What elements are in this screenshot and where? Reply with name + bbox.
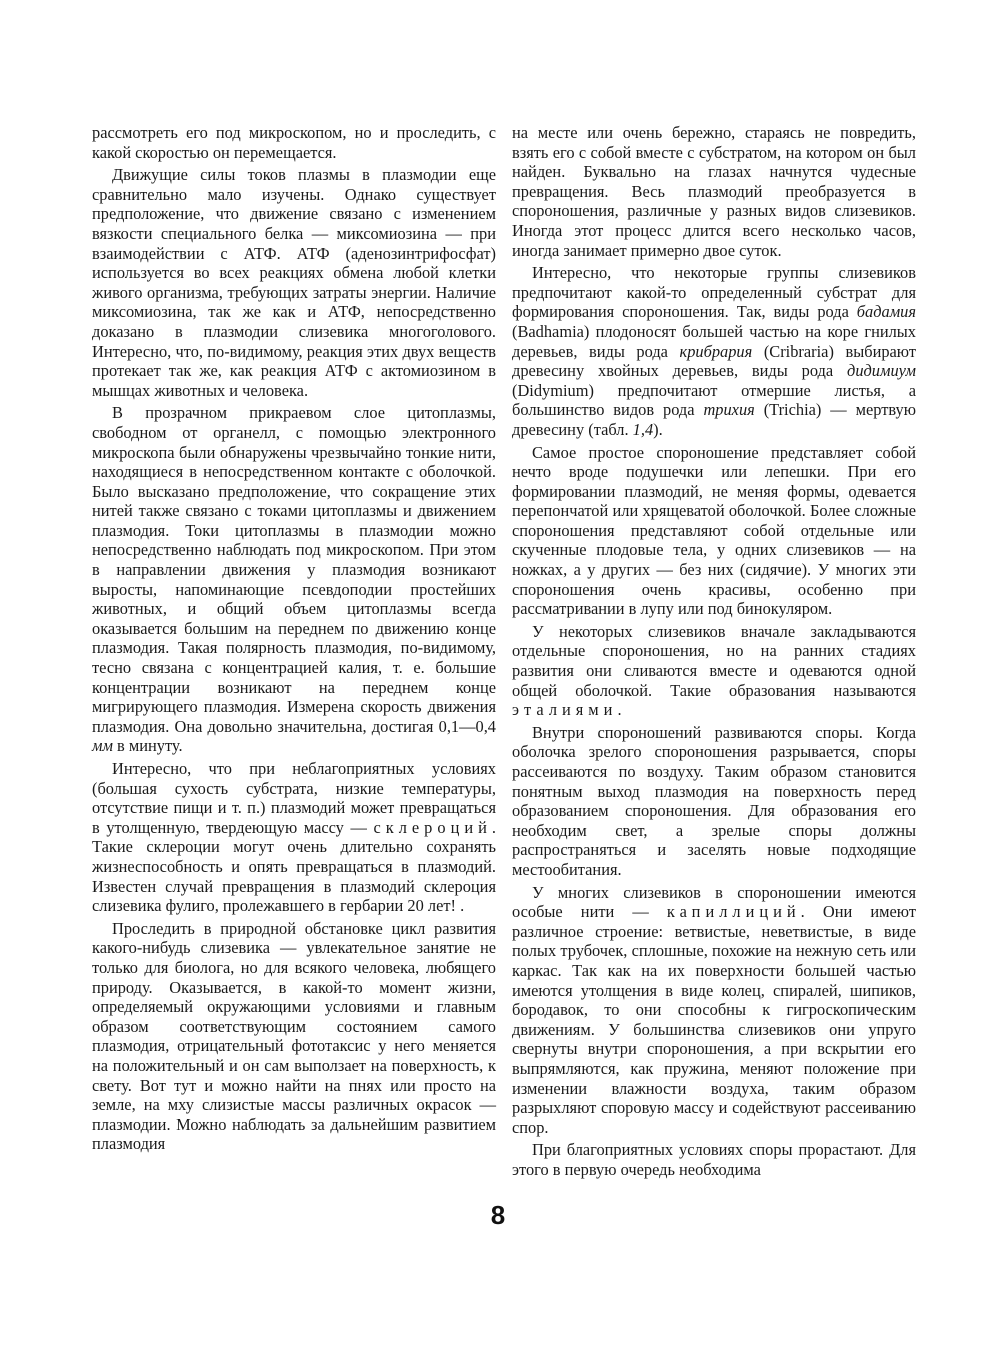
term-spaced: эталиями xyxy=(512,700,618,720)
table-reference-italic: 1,4 xyxy=(632,419,654,439)
text-run: При благоприятных условиях споры прорастают. Для этого в первую очередь необходима xyxy=(512,1140,916,1179)
text-run: ). xyxy=(653,419,663,439)
genus-name-italic: дидимиум xyxy=(847,361,916,381)
text-run: . xyxy=(617,700,622,720)
text-run: . Они имеют различное строение: ветвистые, неветвистые, в виде полых трубочек, сплошные, похожие на нежную сеть или каркас. Так как на их поверхности большей частью имеются утолщения в виде колец, спиралей, шипиков, бородавок, то они способны к гигроскопическим движениям. У большинства слизевиков они упруго свернуты внутри спороношения, а при вскрытии его выпрямляются, как пружина, меняют положение при изменении влажности воздуха, таким образом разрыхляют споровую массу и содействуют рассеиванию спор. xyxy=(512,902,916,1137)
paragraph xyxy=(92,123,496,162)
text-run: У многих слизевиков в спороношении имеются особые нити — xyxy=(512,882,916,922)
paragraph xyxy=(92,165,496,400)
genus-name-italic: бадамия xyxy=(856,302,916,322)
text-run: Самое простое спороношение представляет собой нечто вроде подушечки или лепешки. При его формировании плазмодий, не меняя формы, одевается перепончатой или хрящеватой оболочкой. Более сложные спороношения представляют собой отдельные или скученные плодовые тела, у одних слизевиков — на ножках, а у других — без них (сидячие). У многих эти спороношения очень красивы, особенно при рассматривании в лупу или под бинокуляром. xyxy=(512,442,916,619)
text-run: рассмотреть его под микроскопом, но и проследить, с какой скоростью он перемещается. xyxy=(92,123,496,162)
text-run: Внутри спороношений развиваются споры. Когда оболочка зрелого спороношения разрывается, споры рассеиваются по воздуху. Таким образом становится понятным выход плазмодия на поверхность перед образованием спороношения. Для образования его необходим свет, а зрелые споры должны распространяться и заселять новые подходящие местообитания. xyxy=(512,722,916,879)
genus-name-italic: трихия xyxy=(703,400,755,420)
text-run: Проследить в природной обстановке цикл развития какого-нибудь слизевика — увлекательное занятие не только для биолога, но для всякого человека, любящего природу. Оказывается, в какой-то момент жизни, определяемый окружающими условиями и главным образом соответствующим состоянием самого плазмодия, отрицательный фототаксис у него меняется на положительный и он сам выползает на поверхность, к свету. Вот тут и можно найти на пнях или просто на земле, на мху слизистые массы различных окрасок — плазмодии. Можно наблюдать за дальнейшим развитием плазмодия xyxy=(92,918,496,1154)
page-number: 8 xyxy=(490,1200,506,1230)
text-run: в минуту. xyxy=(112,736,183,756)
paragraph xyxy=(512,723,916,880)
text-run: В прозрачном прикраевом слое цитоплазмы, свободном от органелл, с помощью электронного микроскопа были обнаружены чрезвычайно тонкие нити, находящиеся в непосредственном контакте с оболочкой. Было высказано предположение, что сокращение этих нитей также связано с токами цитоплазмы и движением плазмодия. Токи цитоплазмы в плазмодии можно непосредственно наблюдать под микроскопом. При этом в направлении движения у плазмодия возникают выросты, напоминающие псевдоподии простейших животных, и общий объем цитоплазмы всегда оказывается большим на переднем по движению конце плазмодия. Такая полярность плазмодия, по-видимому, тесно связана с концентрацией калия, т. е. большие концентрации возникают на переднем конце мигрирующего плазмодия. Измерена скорость движения плазмодия. Она довольно значительна, достигая 0,1—0,4 xyxy=(92,403,496,736)
paragraph xyxy=(512,443,916,619)
paragraph xyxy=(512,622,916,720)
paragraph xyxy=(512,263,916,439)
text-run: (Trichia) — мертвую древесину (табл. xyxy=(512,400,916,439)
text-run: Интересно, что при неблагоприятных условиях (большая сухость субстрата, низкие температуры, отсутствие пищи и т. п.) плазмодий может превращаться в утолщенную, твердеющую массу — xyxy=(92,759,496,837)
right-column xyxy=(512,123,916,1182)
text-run: на месте или очень бережно, стараясь не повредить, взять его с собой вместе с субстратом, на котором он был найден. Буквально на глазах начнутся чудесные превращения. Весь плазмодий преобразуется в спороношения, различные у разных видов слизевиков. Иногда этот процесс длится всего несколько часов, иногда занимает примерно двое суток. xyxy=(512,123,916,260)
text-run: (Badhamia) плодоносят большей частью на коре гнилых деревьев, виды рода xyxy=(512,321,916,361)
paragraph xyxy=(512,123,916,260)
left-column xyxy=(92,123,496,1157)
genus-name-italic: крибрария xyxy=(679,341,753,361)
term-spaced: капиллиций xyxy=(666,902,801,922)
unit-italic: мм xyxy=(92,736,113,756)
text-run: . Такие склероции могут очень длительно сохранять жизнеспособность и опять превращаться в плазмодий. Известен случай превращения в плазмодий склероция слизевика фулиго, пролежавшего в гербарии 20 лет! . xyxy=(92,817,496,916)
text-run: Движущие силы токов плазмы в плазмодии еще сравнительно мало изучены. Однако существует предположение, что движение связано с изменением вязкости специального белка — миксомиозина — при взаимодействии с АТФ. АТФ (аденозинтрифосфат) используется во всех реакциях обмена любой клетки живого организма, требующих затраты энергии. Наличие миксомиозина, так же как и АТФ, непосредственно доказано в плазмодии слизевика многоголового. Интересно, что, по-видимому, реакция этих двух веществ протекает так же, как реакция АТФ с актомиозином в мышцах животных и человека. xyxy=(92,165,496,400)
text-run: (Didymium) предпочитают отмершие листья, а большинство видов рода xyxy=(512,380,916,420)
paragraph xyxy=(92,403,496,756)
term-spaced: склероций xyxy=(373,817,492,837)
text-run: Интересно, что некоторые группы слизевиков предпочитают какой-то определенный субстрат для формирования спороношения. Так, виды рода xyxy=(512,263,916,322)
paragraph xyxy=(92,759,496,916)
paragraph xyxy=(92,919,496,1154)
paragraph xyxy=(512,883,916,1138)
text-run: У некоторых слизевиков вначале закладываются отдельные спороношения, но на ранних стадиях развития они сливаются вместе и одеваются одной общей оболочкой. Такие образования называются xyxy=(512,621,916,700)
text-run: (Cribraria) выбирают древесину хвойных деревьев, виды рода xyxy=(512,341,917,381)
paragraph xyxy=(512,1140,916,1179)
